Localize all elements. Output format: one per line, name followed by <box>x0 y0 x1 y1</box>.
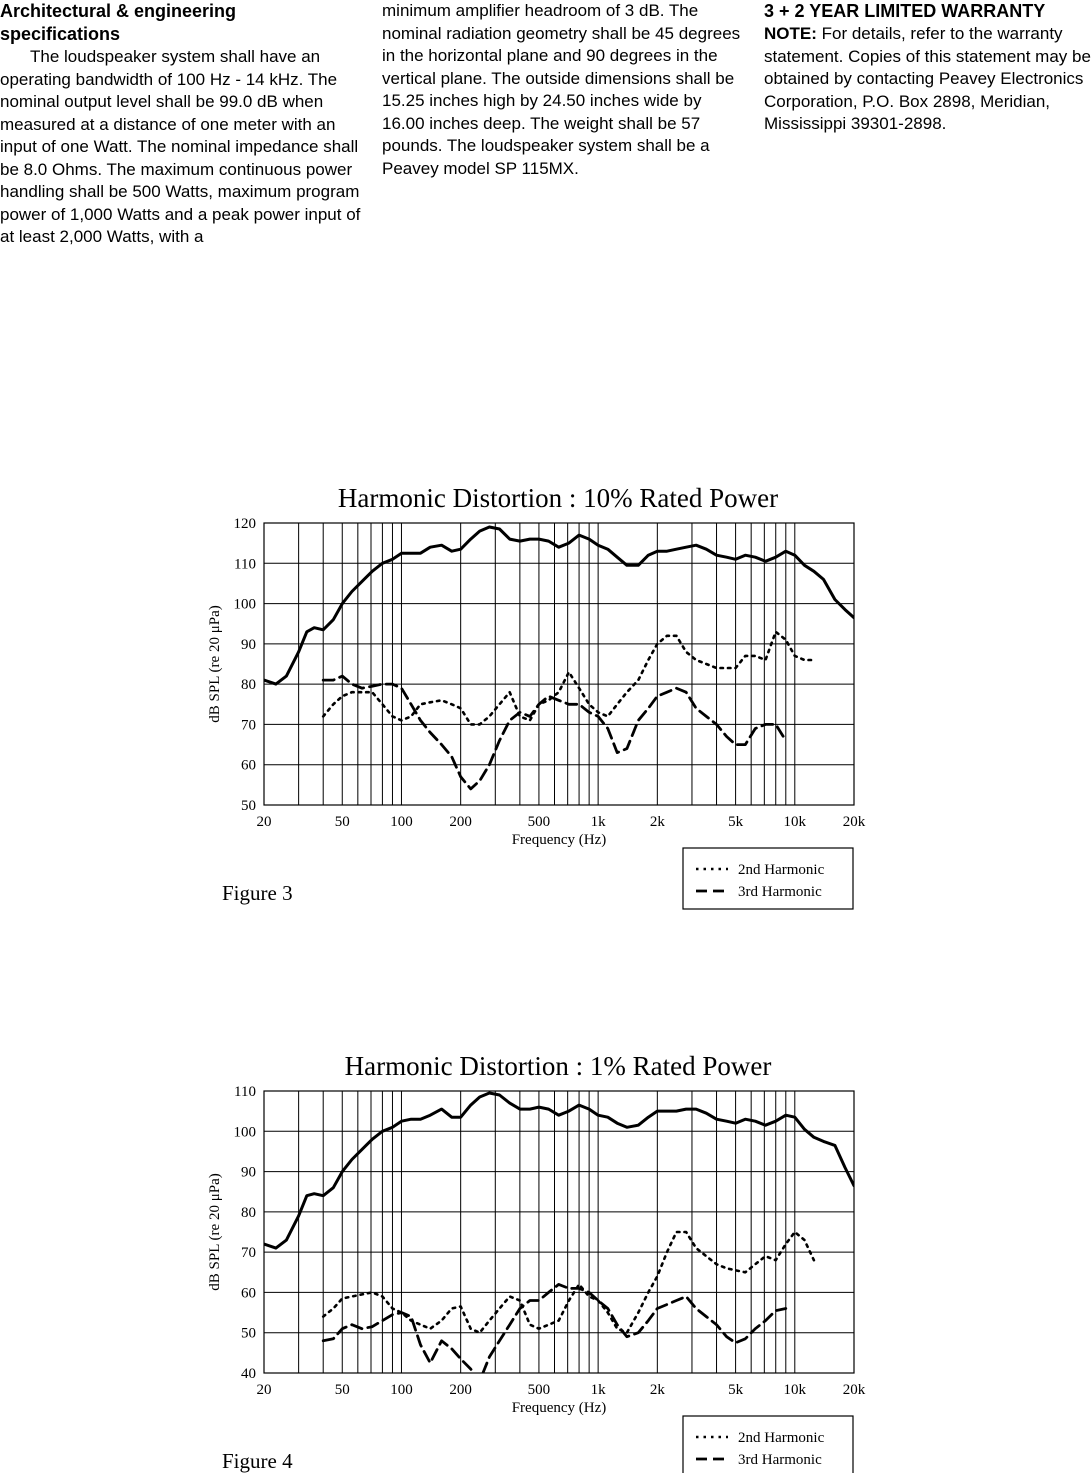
x-tick-label: 2k <box>649 814 665 830</box>
warranty-note-label: NOTE: <box>764 24 817 43</box>
y-tick-label: 100 <box>233 1124 256 1141</box>
y-tick-label: 50 <box>241 798 256 814</box>
x-tick-label: 1k <box>590 814 606 830</box>
specifications-column-2 <box>382 0 742 180</box>
x-tick-label: 2k <box>649 1382 665 1398</box>
y-tick-label: 40 <box>241 1366 256 1382</box>
specifications-heading-line1: Architectural & engineering <box>0 1 237 21</box>
fundamental-line <box>264 527 854 684</box>
2nd-harmonic-line <box>323 632 814 725</box>
warranty-column <box>764 0 1092 136</box>
legend-label: 2nd Harmonic <box>738 1430 825 1446</box>
figure-caption: Figure 4 <box>222 1449 293 1473</box>
specifications-heading-line2: specifications <box>0 24 121 44</box>
legend-label: 3rd Harmonic <box>738 884 822 900</box>
2nd-harmonic-line <box>323 1232 814 1333</box>
chart-title: Harmonic Distortion : 1% Rated Power <box>344 1051 772 1081</box>
x-tick-label: 100 <box>390 814 413 830</box>
legend <box>683 1416 853 1473</box>
y-tick-label: 100 <box>233 596 256 613</box>
warranty-title: 3 + 2 YEAR LIMITED WARRANTY <box>764 1 1046 21</box>
y-tick-label: 60 <box>241 1285 256 1302</box>
legend <box>683 848 853 909</box>
warranty-note <box>764 23 1092 136</box>
plot-frame <box>264 1091 854 1373</box>
y-tick-label: 120 <box>233 516 256 532</box>
x-tick-label: 50 <box>334 814 350 830</box>
x-tick-label: 1k <box>590 1382 606 1398</box>
fundamental-line <box>264 1093 854 1248</box>
chart-title: Harmonic Distortion : 10% Rated Power <box>337 483 779 513</box>
legend-label: 3rd Harmonic <box>738 1452 822 1468</box>
x-tick-label: 10k <box>783 1382 807 1398</box>
y-tick-label: 110 <box>234 1084 256 1100</box>
y-tick-label: 90 <box>241 1164 256 1181</box>
x-tick-label: 5k <box>728 814 744 830</box>
x-axis-label: Frequency (Hz) <box>511 832 607 848</box>
y-tick-label: 90 <box>241 636 256 653</box>
y-tick-label: 50 <box>241 1325 256 1342</box>
x-tick-label: 50 <box>334 1382 350 1398</box>
y-tick-label: 80 <box>241 677 256 694</box>
specifications-paragraph: The loudspeaker system shall have an operating bandwidth of 100 Hz - 14 kHz. The nominal output level shall be 99.0 dB when measured at a distance of one meter with an input of one Watt. The nominal impedance shall be 8.0 Ohms. The maximum continuous power handling shall be 500 Watts, maximum program power of 1,000 Watts and a peak power input of at least 2,000 Watts, with a <box>0 47 361 246</box>
figure-3-chart <box>0 470 1092 940</box>
x-tick-label: 200 <box>449 1382 472 1398</box>
y-axis-label: dB SPL (re 20 μPa) <box>207 1173 223 1291</box>
y-axis-label: dB SPL (re 20 μPa) <box>207 605 223 723</box>
x-tick-label: 20 <box>256 1382 272 1398</box>
y-tick-label: 60 <box>241 757 256 774</box>
x-tick-label: 5k <box>728 1382 744 1398</box>
y-tick-label: 70 <box>241 717 256 734</box>
specifications-paragraph-continued: minimum amplifier headroom of 3 dB. The nominal radiation geometry shall be 45 degrees in the horizontal plane and 90 degrees in the vertical plane. The outside dimensions shall be 15.25 inches high by 24.50 inches wide by 16.00 inches deep. The weight shall be 57 pounds. The loudspeaker system shall be a Peavey model SP 115MX. <box>382 1 741 178</box>
x-tick-label: 10k <box>783 814 807 830</box>
x-tick-label: 500 <box>527 814 551 830</box>
y-tick-label: 80 <box>241 1204 256 1221</box>
figure-4-chart <box>0 1038 1092 1473</box>
x-tick-label: 100 <box>390 1382 413 1398</box>
y-tick-label: 70 <box>241 1245 256 1262</box>
warranty-note-text: For details, refer to the warranty statement. Copies of this statement may be obtained by contacting Peavey Electronics Corporation, P.O. Box 2898, Meridian, Mississippi 39301-2898. <box>764 24 1091 133</box>
x-axis-label: Frequency (Hz) <box>511 1400 607 1416</box>
plot-frame <box>264 523 854 805</box>
x-tick-label: 200 <box>449 814 472 830</box>
figure-caption: Figure 3 <box>222 881 293 905</box>
x-tick-label: 500 <box>527 1382 551 1398</box>
y-tick-label: 110 <box>234 556 256 573</box>
x-tick-label: 20k <box>842 1382 866 1398</box>
legend-label: 2nd Harmonic <box>738 862 825 878</box>
x-tick-label: 20 <box>256 814 272 830</box>
specifications-column-1 <box>0 0 362 249</box>
x-tick-label: 20k <box>842 814 866 830</box>
